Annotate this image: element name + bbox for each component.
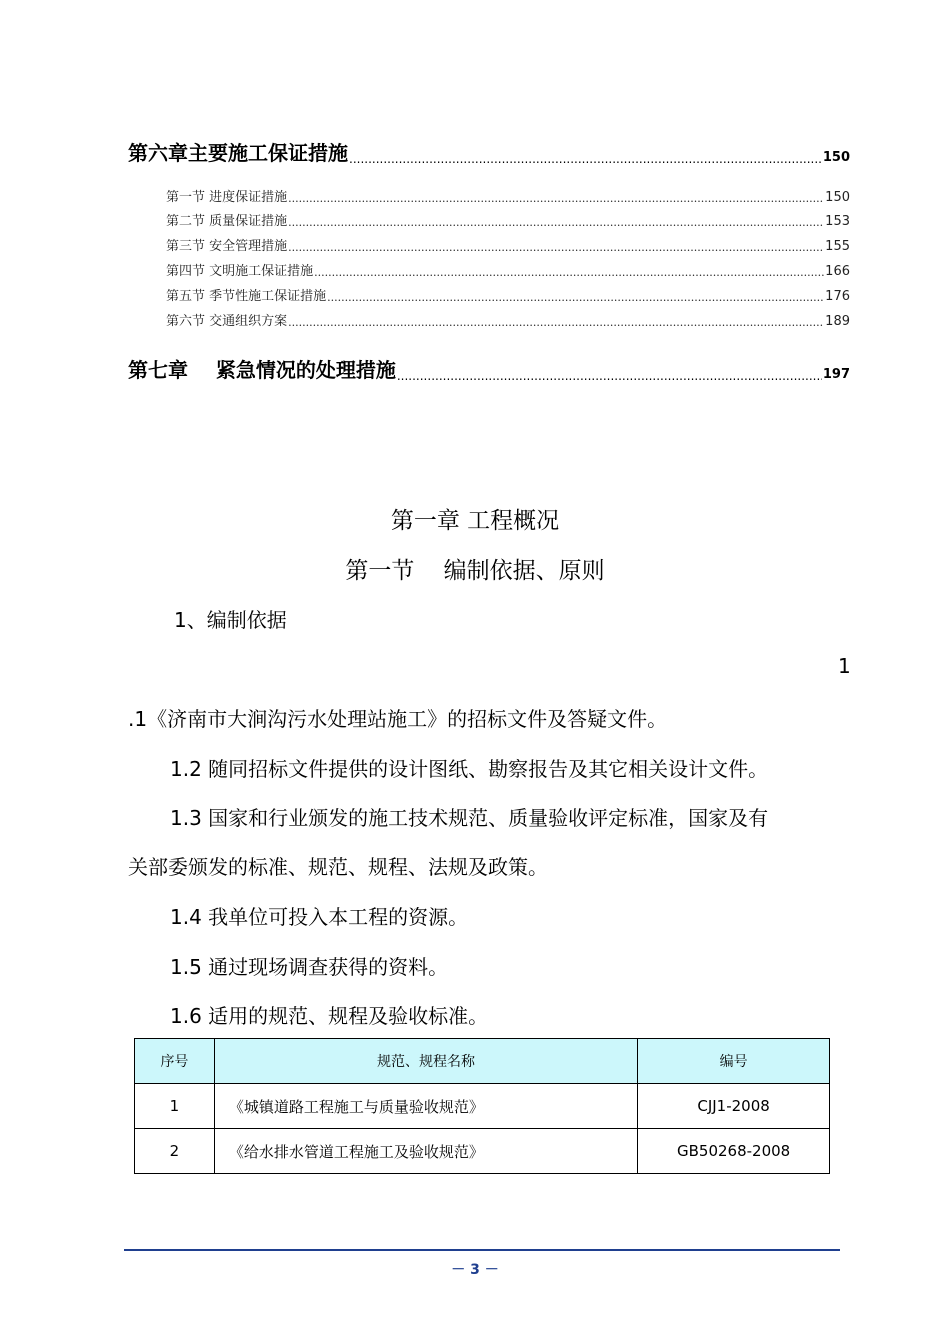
table-cell-code: GB50268-2008 — [638, 1129, 830, 1174]
toc-section-1[interactable] — [166, 186, 850, 205]
table-row — [135, 1084, 830, 1129]
standards-table — [134, 1038, 830, 1174]
toc-leader-dots — [314, 266, 824, 279]
item-1-6 — [170, 1000, 488, 1029]
toc-section-label: 第二节 质量保证措施 — [166, 214, 288, 229]
item-number: .1 — [128, 707, 148, 731]
section-title: 第一节 编制依据、原则 — [345, 558, 605, 584]
item-text: 随同招标文件提供的设计图纸、勘察报告及其它相关设计文件。 — [208, 757, 769, 781]
item-number: 1.5 — [170, 955, 202, 979]
item-1-3-continued: 关部委颁发的标准、规范、规程、法规及政策。 — [128, 855, 548, 879]
table-cell-name: 《城镇道路工程施工与质量验收规范》 — [214, 1084, 637, 1129]
toc-section-label: 第五节 季节性施工保证措施 — [166, 289, 327, 304]
toc-section-5[interactable] — [166, 285, 850, 304]
toc-chapter-6[interactable] — [128, 137, 850, 166]
chapter-title: 第一章 工程概况 — [390, 508, 560, 534]
toc-section-2[interactable] — [166, 210, 850, 229]
column-header-name: 规范、规程名称 — [214, 1039, 637, 1084]
table-cell-index: 2 — [135, 1129, 215, 1174]
item-text: 《济南市大涧沟污水处理站施工》的招标文件及答疑文件。 — [147, 707, 668, 731]
table-row — [135, 1129, 830, 1174]
item-number: 1.3 — [170, 806, 202, 830]
item-text: 国家和行业颁发的施工技术规范、质量验收评定标准，国家及有 — [208, 806, 769, 830]
toc-section-label: 第六节 交通组织方案 — [166, 314, 288, 329]
item-text: 通过现场调查获得的资料。 — [208, 955, 449, 979]
table-cell-index: 1 — [135, 1084, 215, 1129]
table-cell-name: 《给水排水管道工程施工及验收规范》 — [214, 1129, 637, 1174]
item-text: 适用的规范、规程及验收标准。 — [208, 1004, 489, 1028]
toc-section-page: 176 — [825, 289, 850, 304]
toc-section-4[interactable] — [166, 260, 850, 279]
toc-section-page: 150 — [825, 190, 850, 205]
item-number: 1.4 — [170, 905, 202, 929]
table-cell-code: CJJ1-2008 — [638, 1084, 830, 1129]
item-1-1-number-part: 1 — [838, 654, 851, 678]
toc-chapter-7-label: 第七章 紧急情况的处理措施 — [128, 358, 396, 382]
item-1-2 — [170, 753, 768, 782]
toc-chapter-7-page: 197 — [822, 367, 850, 382]
item-1-3 — [170, 802, 768, 831]
toc-section-page: 189 — [825, 314, 850, 329]
item-1-1 — [128, 703, 667, 732]
toc-chapter-7[interactable] — [128, 354, 850, 383]
item-1-5 — [170, 951, 448, 980]
toc-leader-dots — [397, 369, 822, 383]
item-1-4 — [170, 901, 468, 930]
column-header-index: 序号 — [135, 1039, 215, 1084]
toc-section-page: 166 — [825, 264, 850, 279]
toc-leader-dots — [349, 152, 822, 166]
toc-leader-dots — [288, 316, 824, 329]
page-number: － 3 － — [451, 1262, 499, 1278]
table-header-row — [135, 1039, 830, 1084]
toc-section-page: 153 — [825, 214, 850, 229]
footer-rule — [124, 1249, 840, 1251]
toc-section-6[interactable] — [166, 310, 850, 329]
toc-section-3[interactable] — [166, 235, 850, 254]
toc-chapter-6-label: 第六章主要施工保证措施 — [128, 141, 348, 165]
toc-chapter-6-page: 150 — [822, 150, 850, 165]
toc-leader-dots — [288, 241, 824, 254]
toc-section-label: 第一节 进度保证措施 — [166, 190, 288, 205]
item-text: 我单位可投入本工程的资源。 — [208, 905, 469, 929]
toc-section-label: 第四节 文明施工保证措施 — [166, 264, 314, 279]
toc-leader-dots — [288, 192, 824, 205]
toc-leader-dots — [327, 291, 824, 304]
toc-section-page: 155 — [825, 239, 850, 254]
item-number: 1.2 — [170, 757, 202, 781]
toc-section-label: 第三节 安全管理措施 — [166, 239, 288, 254]
column-header-code: 编号 — [638, 1039, 830, 1084]
item-number: 1.6 — [170, 1004, 202, 1028]
subsection-title: 1、编制依据 — [174, 608, 287, 632]
toc-leader-dots — [288, 216, 824, 229]
